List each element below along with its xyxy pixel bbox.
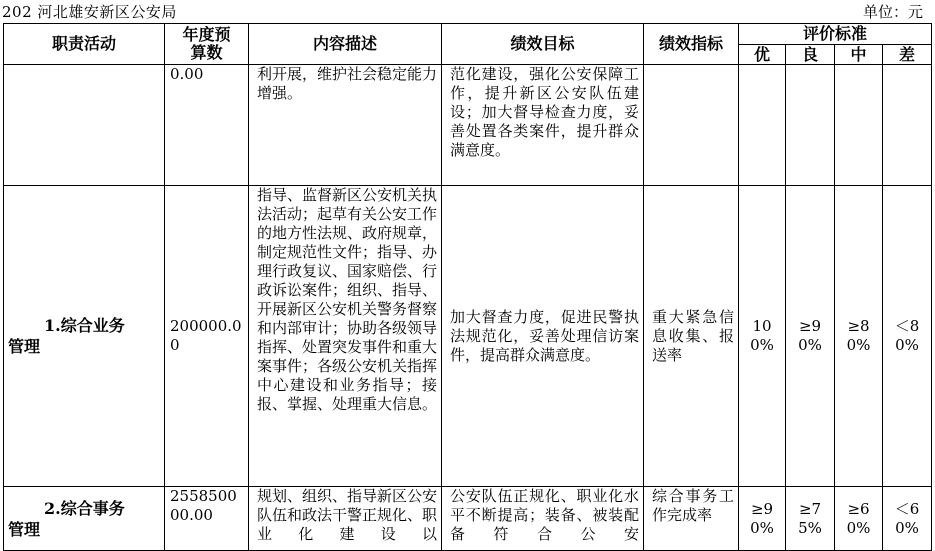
medium-cell: ≥80% bbox=[835, 186, 883, 487]
poor-cell: ＜80% bbox=[883, 186, 932, 487]
poor-cell: ＜60% bbox=[883, 487, 932, 551]
header-criteria: 评价标准 bbox=[739, 24, 932, 45]
budget-cell: 200000.00 bbox=[165, 186, 249, 487]
header-goal: 绩效目标 bbox=[442, 24, 644, 65]
unit-label: 单位：元 bbox=[862, 3, 923, 21]
good-cell: ≥90% bbox=[786, 186, 835, 487]
content-cell: 规划、组织、指导新区公安队伍和政法干警正规化、职业化建设以 bbox=[249, 487, 442, 551]
content-cell: 利开展，维护社会稳定能力增强。 bbox=[249, 65, 442, 186]
good-cell bbox=[786, 65, 835, 186]
page-header bbox=[0, 0, 935, 22]
header-content: 内容描述 bbox=[249, 24, 442, 65]
indicator-cell: 重大紧急信息收集、报送率 bbox=[644, 186, 739, 487]
budget-cell: 255850000.00 bbox=[165, 487, 249, 551]
header-row bbox=[4, 24, 932, 45]
goal-cell: 范化建设，强化公安保障工作，提升新区公安队伍建设；加大督导检查力度，妥善处置各类案件，提升群众满意度。 bbox=[442, 65, 644, 186]
page-title: 202 河北雄安新区公安局 bbox=[2, 3, 177, 21]
poor-cell bbox=[883, 65, 932, 186]
header-good: 良 bbox=[786, 45, 835, 65]
header-medium: 中 bbox=[835, 45, 883, 65]
header-activity: 职责活动 bbox=[4, 24, 165, 65]
table-row bbox=[4, 487, 932, 551]
goal-cell: 公安队伍正规化、职业化水平不断提高；装备、被装配备符合公安 bbox=[442, 487, 644, 551]
header-indicator: 绩效指标 bbox=[644, 24, 739, 65]
medium-cell: ≥60% bbox=[835, 487, 883, 551]
goal-cell: 加大督查力度，促进民警执法规范化，妥善处理信访案件，提高群众满意度。 bbox=[442, 186, 644, 487]
indicator-cell: 综合事务工作完成率 bbox=[644, 487, 739, 551]
header-budget: 年度预算数 bbox=[165, 24, 249, 65]
content-cell: 指导、监督新区公安机关执法活动；起草有关公安工作的地方性法规、政府规章，制定规范性文件；指导、办理行政复议、国家赔偿、行政诉讼案件；组织、指导、开展新区公安机关警务督察和内部审计；协助各级领导指挥、处置突发事件和重大案事件；各级公安机关指挥中心建设和业务指导；接报、掌握、处理重大信息。 bbox=[249, 186, 442, 487]
activity-cell bbox=[4, 65, 165, 186]
excellent-cell bbox=[739, 65, 786, 186]
activity-cell: 2.综合事务 管理 bbox=[4, 487, 165, 551]
budget-cell: 0.00 bbox=[165, 65, 249, 186]
header-excellent: 优 bbox=[739, 45, 786, 65]
activity-cell: 1.综合业务 管理 bbox=[4, 186, 165, 487]
medium-cell bbox=[835, 65, 883, 186]
header-poor: 差 bbox=[883, 45, 932, 65]
performance-table bbox=[3, 23, 932, 551]
excellent-cell: 100% bbox=[739, 186, 786, 487]
table-row bbox=[4, 65, 932, 186]
excellent-cell: ≥90% bbox=[739, 487, 786, 551]
indicator-cell bbox=[644, 65, 739, 186]
good-cell: ≥75% bbox=[786, 487, 835, 551]
table-row bbox=[4, 186, 932, 487]
